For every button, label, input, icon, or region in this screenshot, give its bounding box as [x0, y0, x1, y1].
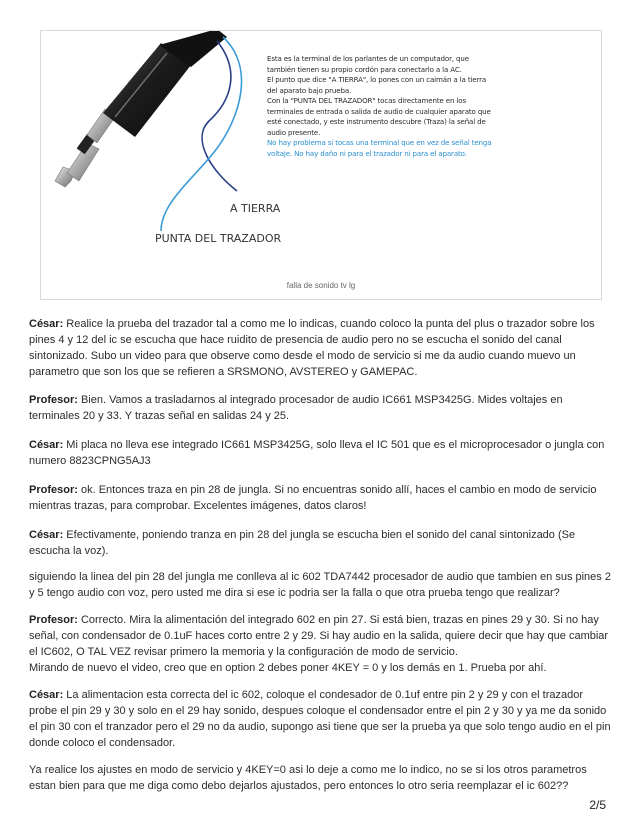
speaker-name: Profesor:: [29, 614, 78, 626]
punta-label: PUNTA DEL TRAZADOR: [155, 232, 282, 245]
speaker-name: Profesor:: [29, 484, 78, 496]
post-paragraph: [29, 482, 613, 514]
annotation-line: El punto que dice "A TIERRA", lo pones con un caimán a la tierra: [267, 75, 487, 84]
post-text: Correcto. Mira la alimentación del integrado 602 en pin 27. Si está bien, trazas en pines 29 y 30. Si no hay señal, con condensador de 0.1uF haces corto entre 2 y 29. Si hay audio en la salida, quiere decir que hay que cambiar el IC602, O TAL VEZ revisar primero la memoria y la configuración de modo de servicio.: [29, 614, 609, 658]
post-text: La alimentacion esta correcta del ic 602, coloque el condesador de 0.1uf entre pin 2 y 29 y con el trazador probe el pin 29 y 30 y solo en el 29 hay sonido, despues coloque el condensador entre el pin 2 y 30 y ya me da sonido el pin 30 con el tranzador pero el 29 no da audio, supongo asi tiene que ser la prueba ya que solo tengo audio en el pin donde coloco el condensador.: [29, 689, 611, 749]
post-paragraph: [29, 612, 613, 676]
annotation-line: también tienen su propio cordón para conectarlo a la AC.: [267, 64, 462, 74]
speaker-name: César:: [29, 689, 64, 701]
post-paragraph: [29, 569, 613, 601]
post-paragraph: [29, 392, 613, 424]
post-paragraph: [29, 527, 613, 559]
post-text: Mi placa no lleva ese integrado IC661 MSP3425G, solo lleva el IC 501 que es el microprocesador o jungla con numero 8823CPNG5AJ3: [29, 439, 605, 467]
annotation-line: del aparato bajo prueba.: [267, 85, 352, 95]
post-text: Realice la prueba del trazador tal a como me lo indicas, cuando coloco la punta del plus o trazador sobre los pines 4 y 12 del ic se escucha que hace ruidito de presencia de audio pero no se escucha el sonido del canal sintonizado. Subo un video para que observe como desde el modo de servicio si me da audio cuando muevo un parametro que son los que se refieren a SRSMONO, AVSTEREO y GAMEPAC.: [29, 318, 595, 378]
speaker-name: César:: [29, 529, 64, 541]
speaker-name: César:: [29, 439, 64, 451]
annotation-line: terminales de entrada o salida de audio de cualquier aparato que: [267, 106, 491, 116]
annotation-line-blue: No hay problema si tocas una terminal que en vez de señal tenga: [267, 138, 492, 147]
page-number: 2/5: [589, 798, 606, 812]
post-text: ok. Entonces traza en pin 28 de jungla. Si no encuentras sonido allí, haces el cambio en modo de servicio mientras trazas, para comprobar. Excelentes imágenes, datos claros!: [29, 484, 597, 512]
speaker-name: César:: [29, 318, 64, 330]
speaker-name: Profesor:: [29, 394, 78, 406]
post-paragraph: [29, 316, 613, 380]
post-text: Bien. Vamos a trasladarnos al integrado procesador de audio IC661 MSP3425G. Mides voltajes en terminales 20 y 33. Y trazas señal en salidas 24 y 25.: [29, 394, 563, 422]
post-text: Ya realice los ajustes en modo de servicio y 4KEY=0 asi lo deje a como me lo indico, no se si los otros parametros estan bien para que me diga como debo dejarlos ajustados, pero entonces lo otro seria reemplazar el ic 602??: [29, 764, 587, 792]
tierra-label: A TIERRA: [230, 202, 281, 215]
annotation-line: esté conectado, y este instrumento descubre (Traza) la señal de: [267, 117, 486, 126]
annotation-line-blue: voltaje. No hay daño ni para el trazador ni para el aparato.: [267, 148, 467, 158]
annotation-line: audio presente.: [267, 127, 321, 137]
jack-tip: [55, 109, 115, 187]
annotation-text: [267, 54, 559, 159]
post-text: siguiendo la linea del pin 28 del jungla me conlleva al ic 602 TDA7442 procesador de audio que tambien en sus pines 2 y 5 tengo audio con voz, pero usted me dira si ese ic podria ser la falla o que otra prueba tengo que realizar?: [29, 571, 611, 599]
conversation-body: [29, 316, 613, 794]
post-paragraph: [29, 687, 613, 751]
post-text: Efectivamente, poniendo tranza en pin 28 del jungla se escucha bien el sonido del canal sintonizado (Se escucha la voz).: [29, 529, 576, 557]
annotation-line: Esta es la terminal de los parlantes de un computador, que: [267, 54, 469, 63]
post-paragraph: [29, 762, 613, 794]
post-text-extra: Mirando de nuevo el video, creo que en option 2 debes poner 4KEY = 0 y los demás en 1. Prueba por ahí.: [29, 662, 547, 674]
annotation-line: Con la "PUNTA DEL TRAZADOR" tocas directamente en los: [267, 96, 467, 105]
post-paragraph: [29, 437, 613, 469]
figure-image: [40, 30, 602, 300]
figure-caption: falla de sonido tv lg: [286, 281, 356, 290]
tierra-cable: [202, 41, 237, 191]
